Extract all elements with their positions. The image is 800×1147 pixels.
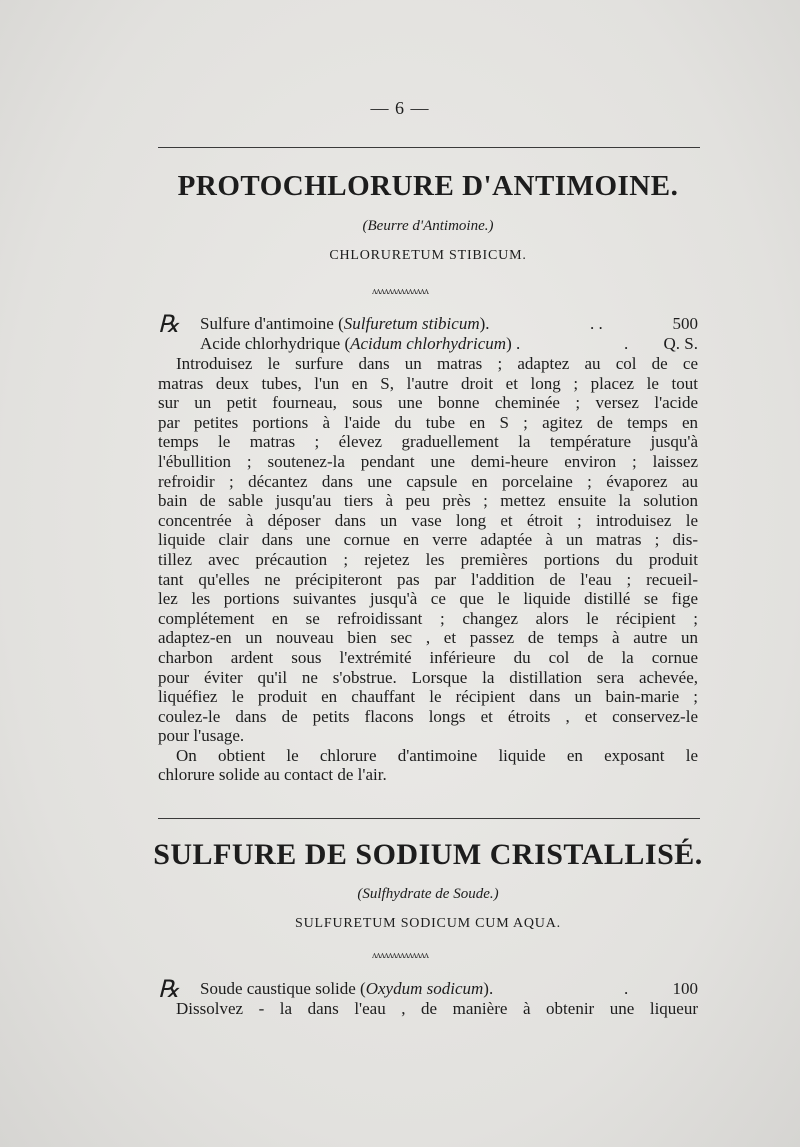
text-line: liquéfiez le produit en chauffant le récipient dans un bain-marie ; [158,687,698,707]
section-rule [158,818,700,819]
ingredient-dots: . [624,334,629,353]
text-line: tillez avec précaution ; rejetez les premières portions du produit [158,549,698,569]
text-line: Introduisez le surfure dans un matras ; adaptez au col de ce [176,354,698,373]
ingredient-quantity: 500 [672,314,698,333]
text-line: bain de sable jusqu'au tiers à peu près ; mettez ensuite la solution [158,491,698,511]
section-latin-name-sulfuretum: SULFURETUM SODICUM CUM AQUA. [295,916,561,931]
ingredient-name: Soude caustique solide (Oxydum sodicum). [200,979,494,998]
paragraph-sodium-procedure [158,999,698,1019]
ingredient-quantity: Q. S. [663,334,698,353]
ingredient-row-sulfure [158,314,700,336]
text-line: matras deux tubes, l'un en S, l'autre droit et long ; placez le tout [158,373,698,393]
section-synonym-beurre [158,218,698,235]
header-rule [158,147,700,148]
text-line: tant qu'elles ne précipiteront pas par l'addition de l'eau ; recueil- [158,569,698,589]
text-line: On obtient le chlorure d'antimoine liquide en exposant le [176,745,698,765]
text-line: par petites portions à l'aide du tube en S ; agitez de temps en [158,412,698,432]
ingredient-name: Sulfure d'antimoine (Sulfuretum stibicum). [200,314,490,333]
section-title-sulfure-sodium: SULFURE DE SODIUM CRISTALLISÉ. [153,838,703,871]
text-line: refroidir ; décantez dans une capsule en porcelaine ; évaporez au [158,471,698,491]
text-line: sur un petit fourneau, sous une bonne cheminée ; versez l'acide [158,393,698,413]
text-line: coulez-le dans de petits flacons longs et étroits , et conservez-le [158,706,698,726]
synonym-text: (Beurre d'Antimoine.) [362,218,494,234]
synonym-text: (Sulfhydrate de Soude.) [357,886,499,902]
text-line: liquide clair dans une cornue en verre adaptée à un matras ; dis- [158,530,698,550]
ingredient-name: Acide chlorhydrique (Acidum chlorhydricum) . [200,334,521,353]
ingredient-row-soude [158,979,700,1001]
text-line: Dissolvez - la dans l'eau , de manière à obtenir une liqueur [176,999,698,1018]
text-line: l'ébullition ; soutenez-la pendant une demi-heure environ ; laissez [158,451,698,471]
section-latin-name-chloruretum: CHLORURETUM STIBICUM. [329,248,527,263]
recipe-symbol-icon: ℞ [158,977,180,1003]
ingredient-quantity: 100 [672,979,698,998]
text-line: temps le matras ; élevez graduellement la température jusqu'à [158,432,698,452]
text-line: pour l'usage. [158,726,245,746]
page-number: — 6 — [370,98,430,118]
recipe-symbol-icon: ℞ [158,312,180,338]
ingredient-row-acide [158,334,700,356]
text-line: adaptez-en un nouveau bien sec , et passez de temps à autre un [158,628,698,648]
section-title-protochlorure: PROTOCHLORURE D'ANTIMOINE. [177,170,679,202]
ornament-divider: ᴧᴧᴧᴧᴧᴧᴧᴧᴧᴧᴧᴧᴧᴧ [372,950,428,961]
ingredient-dots: . . [590,314,603,333]
paragraph-procedure [158,354,698,785]
text-line: complétement en se refroidissant ; changez alors le récipient ; [158,608,698,628]
text-line: charbon ardent sous l'extrémité inférieure du col de la cornue [158,647,698,667]
text-line: lez les portions suivantes jusqu'à ce que le liquide distillé se fige [158,589,698,609]
section-synonym-sulfhydrate [158,886,698,903]
text-line: pour éviter qu'il ne s'obstrue. Lorsque la distillation sera achevée, [158,667,698,687]
text-line: chlorure solide au contact de l'air. [158,765,387,785]
text-line: concentrée à déposer dans un vase long et étroit ; introduisez le [158,510,698,530]
ornament-divider: ᴧᴧᴧᴧᴧᴧᴧᴧᴧᴧᴧᴧᴧᴧ [372,286,428,297]
ingredient-dots: . [624,979,629,998]
